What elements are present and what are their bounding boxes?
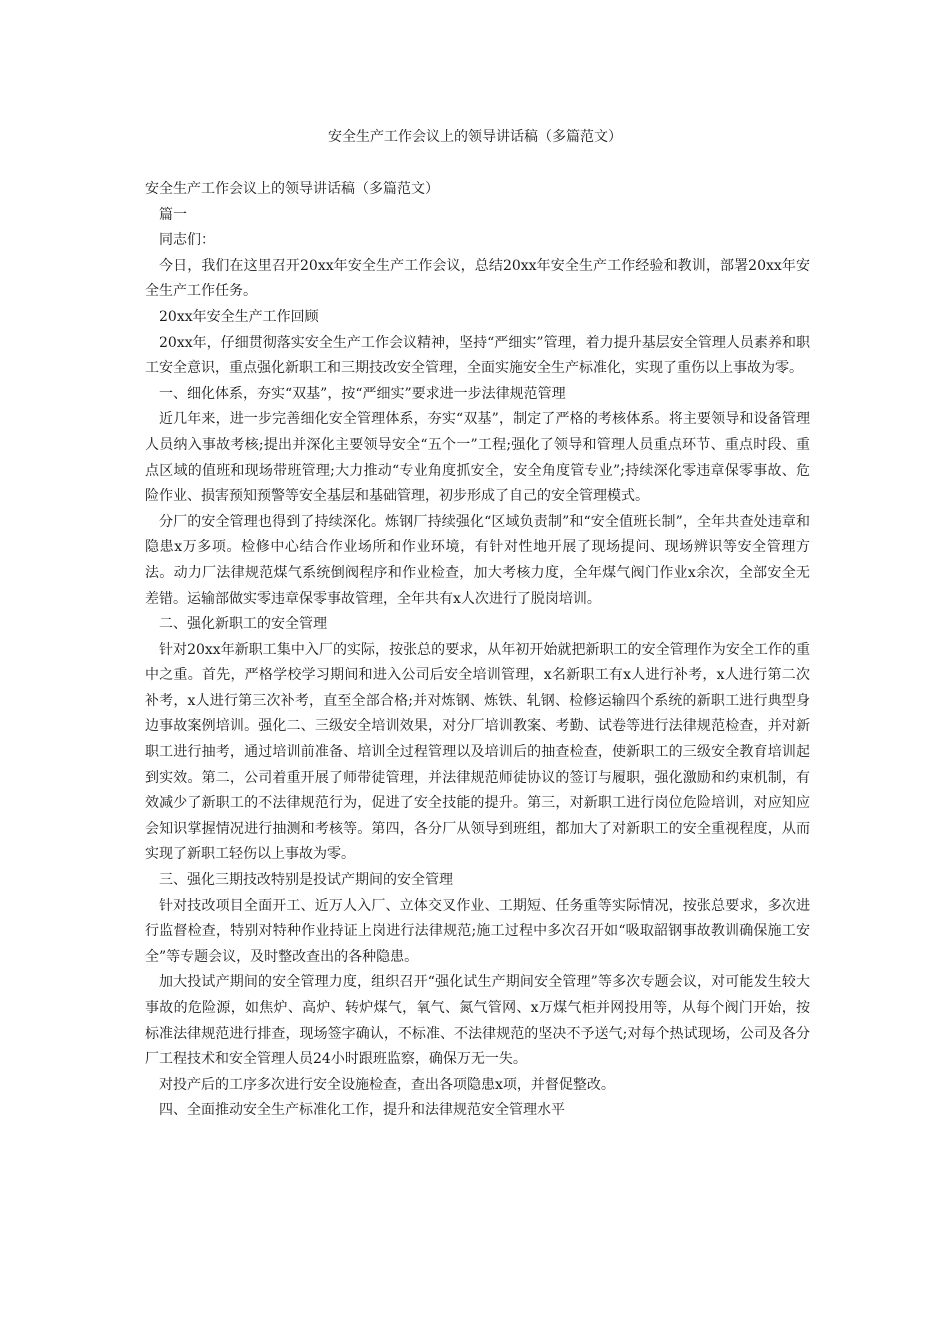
document-paragraph: 同志们：	[159, 232, 215, 249]
document-paragraph: 加大投试产期间的安全管理力度，组织召开“强化试生产期间安全管理”等多次专题会议，对可能发生较大事故的危险源，如焦炉、高炉、转炉煤气，氧气、氮气管网、x万煤气柜并网投用等，从每个阀门开始，按标准法律规范进行排查，现场签字确认，不标准、不法律规范的坚决不予送气;对每个热试现场，公司及各分厂工程技术和安全管理人员24小时跟班监察，确保万无一失。	[145, 974, 810, 1068]
document-paragraph: 三、强化三期技改特别是投试产期间的安全管理	[159, 872, 453, 889]
document-paragraph: 今日，我们在这里召开20xx年安全生产工作会议，总结20xx年安全生产工作经验和教训，部署20xx年安全生产工作任务。	[145, 257, 810, 300]
document-paragraph: 安全生产工作会议上的领导讲话稿（多篇范文）	[145, 181, 439, 197]
document-paragraph: 分厂的安全管理也得到了持续深化。炼钢厂持续强化“区域负责制”和“安全值班长制”，全年共查处违章和隐患x万多项。检修中心结合作业场所和作业环境，有针对性地开展了现场提问、现场辨识等安全管理方法。动力厂法律规范煤气系统倒阀程序和作业检查，加大考核力度，全年煤气阀门作业x余次，全部安全无差错。运输部做实零违章保零事故管理，全年共有x人次进行了脱岗培训。	[145, 513, 810, 607]
document-paragraph: 20xx年安全生产工作回顾	[159, 308, 319, 325]
document-paragraph: 一、细化体系，夯实“双基”，按“严细实”要求进一步法律规范管理	[159, 385, 566, 402]
document-paragraph: 针对20xx年新职工集中入厂的实际，按张总的要求，从年初开始就把新职工的安全管理作为安全工作的重中之重。首先，严格学校学习期间和进入公司后安全培训管理，x名新职工有x人进行补考，x人进行第二次补考，x人进行第三次补考，直至全部合格;并对炼钢、炼铁、轧钢、检修运输四个系统的新职工进行典型身边事故案例培训。强化二、三级安全培训效果，对分厂培训教案、考勤、试卷等进行法律规范检查，并对新职工进行抽考，通过培训前准备、培训全过程管理以及培训后的抽查检查，使新职工的三级安全教育培训起到实效。第二，公司着重开展了师带徒管理，并法律规范师徒协议的签订与履职，强化激励和约束机制，有效减少了新职工的不法律规范行为，促进了安全技能的提升。第三，对新职工进行岗位危险培训，对应知应会知识掌握情况进行抽测和考核等。第四，各分厂从领导到班组，都加大了对新职工的安全重视程度，从而实现了新职工轻伤以上事故为零。	[145, 641, 810, 863]
document-body	[145, 177, 810, 1124]
document-paragraph: 篇一	[159, 206, 187, 223]
document-paragraph: 近几年来，进一步完善细化安全管理体系，夯实“双基”，制定了严格的考核体系。将主要领导和设备管理人员纳入事故考核;提出并深化主要领导安全“五个一”工程;强化了领导和管理人员重点环节、重点时段、重点区域的值班和现场带班管理;大力推动“专业角度抓安全，安全角度管专业”;持续深化零违章保零事故、危险作业、损害预知预警等安全基层和基础管理，初步形成了自己的安全管理模式。	[145, 411, 810, 505]
document-paragraph: 针对技改项目全面开工、近万人入厂、立体交叉作业、工期短、任务重等实际情况，按张总要求，多次进行监督检查，特别对特种作业持证上岗进行法律规范;施工过程中多次召开如“吸取韶钢事故教训确保施工安全”等专题会议，及时整改查出的各种隐患。	[145, 897, 810, 965]
document-paragraph: 对投产后的工序多次进行安全设施检查，查出各项隐患x项，并督促整改。	[159, 1076, 615, 1093]
document-paragraph: 20xx年，仔细贯彻落实安全生产工作会议精神，坚持“严细实”管理，着力提升基层安全管理人员素养和职工安全意识，重点强化新职工和三期技改安全管理，全面实施安全生产标准化，实现了重伤以上事故为零。	[145, 334, 810, 377]
document-title: 安全生产工作会议上的领导讲话稿（多篇范文）	[328, 129, 622, 145]
document-paragraph: 四、全面推动安全生产标准化工作，提升和法律规范安全管理水平	[159, 1102, 565, 1119]
document-paragraph: 二、强化新职工的安全管理	[159, 616, 327, 633]
